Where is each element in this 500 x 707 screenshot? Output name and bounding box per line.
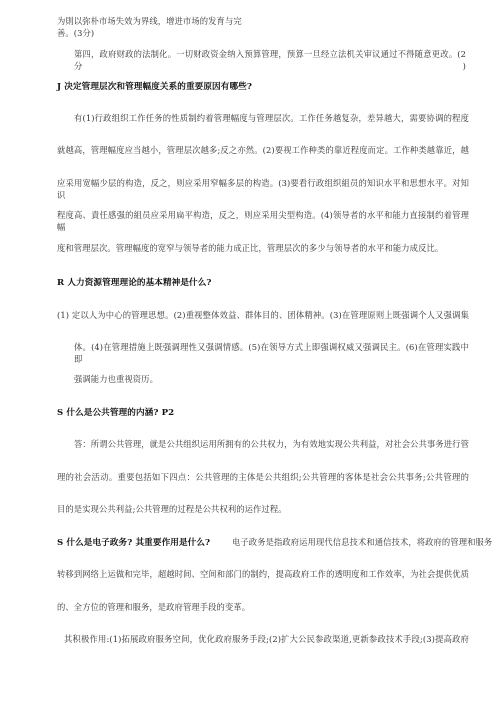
text-line-13: 目的是实现公共利益;公共管理的过程是公共权利的运作过程。 — [57, 504, 287, 514]
text-line-10: 强调能力也重视资历。 — [74, 374, 158, 384]
question-heading-4: S 什么是电子政务? 其重要作用是什么? — [57, 538, 211, 548]
text-line-3: 有(1)行政组织工作任务的性质制约着管理幅度与管理层次。工作任务越复杂，差异越大，需要协调的程度 — [74, 113, 469, 123]
text-line-8: (1) 定以人为中心的管理思想。(2)重视整体效益、群体目的、团体精神。(3)在管理原则上既强调个人又强调集 — [57, 310, 469, 320]
text-line-15: 转移到网络上运做和完毕，超越时间、空间和部门的制约，提高政府工作的透明度和工作效率，为社会提供优质 — [57, 569, 469, 579]
text-line-17: 其积极作用:(1)拓展政府服务空间，优化政府服务手段;(2)扩大公民参政渠道,更新参政技术手段;(3)提高政府 — [64, 634, 469, 644]
question-heading-3: S 什么是公共管理的内涵? P2 — [57, 408, 175, 418]
text-line-12: 理的社会活动。重要包括如下四点：公共管理的主体是公共组织;公共管理的客体是社会公共事务;公共管理的 — [57, 472, 469, 482]
question-heading-2: R 人力资源管理理论的基本精神是什么? — [57, 278, 212, 288]
text-line-2: 第四，政府财政的法制化。一切财政资金纳入预算管理，预算一旦经立法机关审议通过不得随意更改。(2分) — [74, 49, 466, 71]
text-line-7: 度和管理层次。管理幅度的宽窄与领导者的能力成正比，管理层次的多少与领导者的水平和能力成反比。 — [57, 243, 444, 253]
text-line-16: 的、全方位的管理和服务，是政府管理手段的变革。 — [57, 602, 251, 612]
text-line-1: 为則以弥朴市场失效为界线，增进市场的发育与完善。(3分) — [57, 16, 242, 38]
text-line-11: 答：所谓公共管理，就是公共组织运用所拥有的公共权力，为有效地实现公共利益，对社会公共事务进行管 — [74, 439, 469, 449]
text-line-9: 体。(4)在管理措施上既强调理性又强调情感。(5)在领导方式上即强调权威又强调民主。(6)在管理实践中即 — [74, 342, 469, 364]
text-line-6: 程度高、責任感强的組员应采用扁平构造，反之，则应采用尖型构造。(4)领导者的水平和能力直接制约着管理幅 — [57, 210, 469, 232]
text-line-4: 就越高，管理幅度应当越小，管理层次越多;反之亦然。(2)要视工作种类的靠近程度而定。工作种类越靠近，越 — [57, 145, 469, 155]
text-line-14: 电子政务是指政府运用现代信息技术和通信技术，将政府的管理和服务 — [232, 537, 493, 547]
text-line-5: 应采用宽幅少层的构造，反之，则应采用窄幅多层的构造。(3)要看行政组织組员的知识水平和思想水平。对知识 — [57, 178, 469, 200]
question-heading-1: J 决定管理层次和管理幅度关系的重要原因有哪些? — [57, 82, 252, 92]
